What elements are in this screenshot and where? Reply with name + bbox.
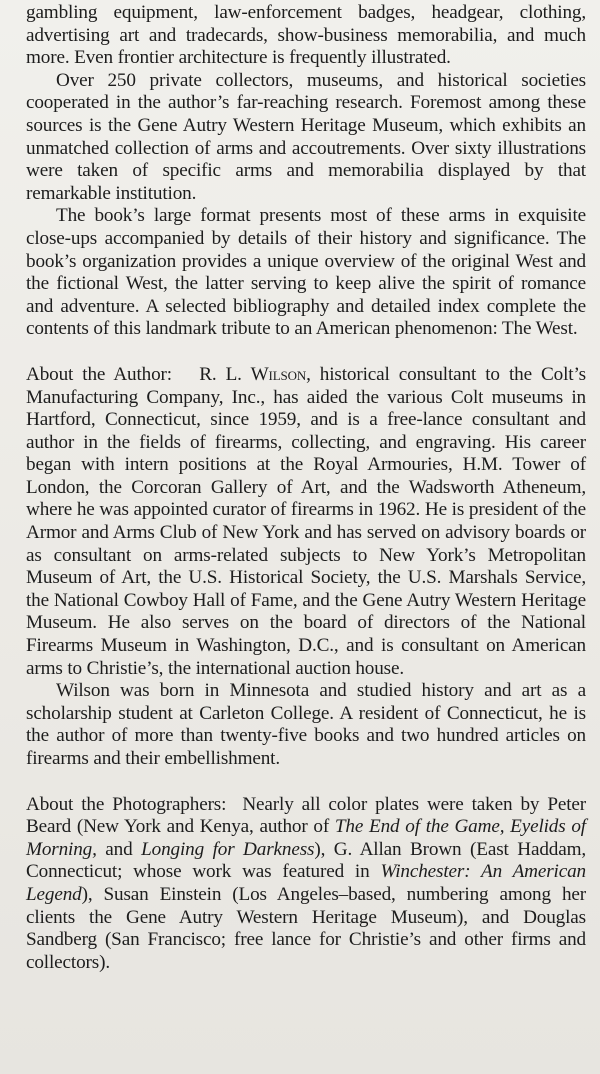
format-paragraph: The book’s large format presents most of these arms in exquisite close-ups accompanied by details of their history and significance. The book’s organization provides a unique overview of the original West and the fictional West, the latter serving to keep alive the spirit of romance and adventure. A selected bibliography and detailed index complete the contents of this landmark tribute to an American phenomenon: The West. (26, 205, 586, 340)
photographers-text-2: and (96, 838, 142, 860)
book-title-longing-for-darkness: Longing for Darkness (141, 838, 315, 860)
intro-continued-paragraph: gambling equipment, law-enforcement badges, headgear, clothing, advertising art and tradecards, show-business memorabilia, and much more. Even frontier architecture is frequently illustrated. (26, 2, 586, 69)
about-author-heading: About the Author: (26, 363, 172, 385)
about-photographers-paragraph (26, 794, 586, 975)
author-background-paragraph: Wilson was born in Minnesota and studied history and art as a scholarship student at Carleton College. A resident of Connecticut, he is the author of more than twenty-five books and two hundred articles on firearms and their embellishment. (26, 680, 586, 769)
book-title-winchester: Winchester: An American Legend (26, 861, 586, 905)
photographers-text-1: Nearly all color plates were taken by Peter Beard (New York and Kenya, author of (26, 793, 587, 838)
author-bio: , historical consultant to the Colt’s Manufacturing Company, Inc., has aided the various Colt museums in Hartford, Connecticut, since 1959, and is a free-lance consultant and author in the fields of firearms, collecting, and engraving. His career began with intern positions at the Royal Armouries, H.M. Tower of London, the Corcoran Gallery of Art, and the Wadsworth Atheneum, where he was appointed curator of firearms in 1962. He is president of the Armor and Arms Club of New York and has served on advisory boards or as consultant on arms-related subjects to New York’s Metropolitan Museum of Art, the U.S. Historical Society, the U.S. Marshals Service, the National Cowboy Hall of Fame, and the Gene Autry Western Heritage Museum. He also serves on the board of directors of the National Firearms Museum in Washington, D.C., and is consultant on American arms to Christie’s, the international auction house. (26, 363, 586, 679)
about-author-paragraph (26, 364, 586, 680)
photographers-text-4: ), Susan Einstein (Los Angeles–based, numbering among her clients the Gene Autry Western Heritage Museum), and Douglas Sandberg (San Francisco; free lance for Christie’s and other firms and collectors). (26, 883, 586, 973)
sources-paragraph: Over 250 private collectors, museums, and historical societies cooperated in the author’s far-reaching research. Foremost among these sources is the Gene Autry Western Heritage Museum, which exhibits an unmatched collection of arms and accoutrements. Over sixty illustrations were taken of specific arms and memorabilia displayed by that remarkable institution. (26, 69, 586, 204)
author-name: R. L. Wilson (199, 363, 307, 385)
photographers-text-3: ), G. Allan Brown (East Haddam, Connecticut; whose work was featured in (26, 838, 587, 883)
about-photographers-heading: About the Photographers: (26, 793, 227, 815)
book-title-end-of-game: The End of the Game, Eyelids of Morning, (26, 816, 586, 860)
